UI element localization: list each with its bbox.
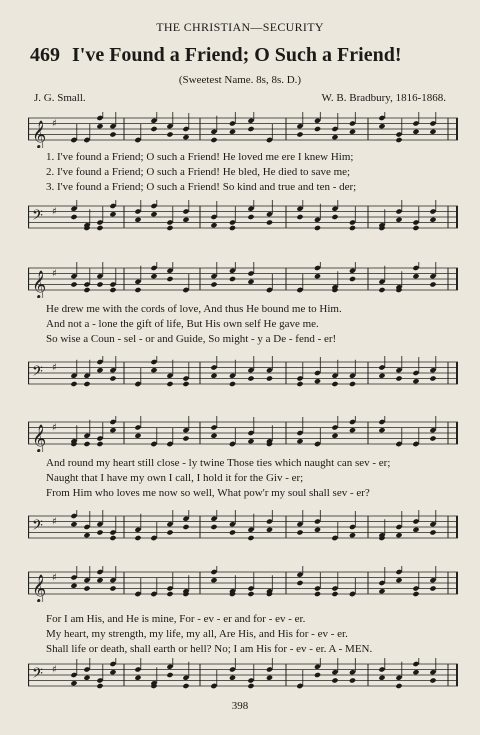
notehead <box>210 373 217 379</box>
lyrics-block <box>46 456 464 501</box>
treble-staff <box>28 112 458 148</box>
notehead <box>314 672 321 678</box>
lyric-verse-1: For I am His, and He is mine, For - ev - er and for - ev - er. <box>46 613 306 625</box>
key-signature-sharp-icon: ♯ <box>52 516 57 528</box>
notehead <box>229 529 236 535</box>
hymn-title-row <box>30 44 470 67</box>
notehead <box>314 126 321 132</box>
notehead <box>166 672 173 678</box>
notehead <box>134 217 141 223</box>
notehead <box>229 129 236 135</box>
music-system-3 <box>28 412 458 554</box>
lyric-verse-2: Naught that I have my own I call, I hold it for the Giv - er; <box>46 472 304 484</box>
notehead <box>331 677 338 683</box>
notehead <box>395 532 402 538</box>
notehead <box>134 675 141 681</box>
notehead <box>166 591 173 597</box>
lyrics-block <box>46 302 464 347</box>
lyric-verse-3: So wise a Coun - sel - or and Guide, So might - y a De - fend - er! <box>46 333 337 345</box>
notehead <box>70 281 77 287</box>
notehead <box>247 375 254 381</box>
key-signature-sharp-icon: ♯ <box>52 268 57 280</box>
bass-staff <box>28 356 458 392</box>
notehead <box>150 126 157 132</box>
notehead <box>83 287 90 293</box>
bass-clef-icon: 𝄢 <box>32 665 43 686</box>
notehead <box>395 137 402 143</box>
tune-name: (Sweetest Name. 8s, 8s. D.) <box>178 74 302 86</box>
notehead <box>109 669 116 675</box>
notehead <box>96 367 103 373</box>
notehead <box>109 211 116 217</box>
notehead <box>412 273 419 279</box>
notehead <box>70 680 77 686</box>
notehead <box>96 577 103 583</box>
lyric-verse-1: 1. I've found a Friend; O such a Friend! He loved me ere I knew Him; <box>46 151 354 163</box>
notehead <box>266 375 273 381</box>
notehead <box>429 585 436 591</box>
notehead <box>429 375 436 381</box>
notehead <box>412 225 419 231</box>
notehead <box>70 583 77 589</box>
notehead <box>166 131 173 137</box>
notehead <box>296 214 303 220</box>
notehead <box>182 134 189 140</box>
lyric-verse-3: 3. I've found a Friend; O such a Friend! So kind and true and ten - der; <box>46 181 357 193</box>
notehead <box>83 441 90 447</box>
page-number: 398 <box>231 700 249 712</box>
notehead <box>314 378 321 384</box>
lyricist: J. G. Small. <box>34 92 86 104</box>
notehead <box>412 129 419 135</box>
notehead <box>109 535 116 541</box>
notehead <box>349 276 356 282</box>
bass-clef-icon: 𝄢 <box>32 517 43 538</box>
notehead <box>412 527 419 533</box>
notehead <box>134 535 141 541</box>
notehead <box>314 527 321 533</box>
bass-clef-icon: 𝄢 <box>32 207 43 228</box>
notehead <box>412 669 419 675</box>
notehead <box>378 287 385 293</box>
notehead <box>134 287 141 293</box>
bass-clef-icon: 𝄢 <box>32 363 43 384</box>
notehead <box>349 532 356 538</box>
notehead <box>296 529 303 535</box>
music-system-1 <box>28 108 458 248</box>
notehead <box>166 276 173 282</box>
lyric-verse-2: 2. I've found a Friend; O such a Friend! He bled, He died to save me; <box>46 166 351 178</box>
notehead <box>266 527 273 533</box>
notehead <box>378 427 385 433</box>
notehead <box>83 532 90 538</box>
key-signature-sharp-icon: ♯ <box>52 664 57 676</box>
hymn-title: I've Found a Friend; O Such a Friend! <box>72 44 402 66</box>
notehead <box>229 225 236 231</box>
notehead <box>296 438 303 444</box>
notehead <box>210 281 217 287</box>
notehead <box>314 273 321 279</box>
notehead <box>412 378 419 384</box>
notehead <box>109 375 116 381</box>
treble-clef-icon: 𝄞 <box>32 424 47 452</box>
key-signature-sharp-icon: ♯ <box>52 362 57 374</box>
notehead <box>247 591 254 597</box>
section-header: THE CHRISTIAN—SECURITY <box>156 20 324 34</box>
notehead <box>229 276 236 282</box>
notehead <box>166 529 173 535</box>
notehead <box>429 435 436 441</box>
lyric-verse-1: He drew me with the cords of love, And thus He bound me to Him. <box>46 303 342 315</box>
notehead <box>182 435 189 441</box>
notehead <box>150 367 157 373</box>
notehead <box>331 214 338 220</box>
notehead <box>96 441 103 447</box>
notehead <box>96 281 103 287</box>
notehead <box>412 591 419 597</box>
hymn-number: 469 <box>30 44 60 66</box>
lyric-verse-1: And round my heart still close - ly twine Those ties which naught can sev - er; <box>46 457 391 469</box>
notehead <box>210 577 217 583</box>
notehead <box>349 677 356 683</box>
notehead <box>378 588 385 594</box>
notehead <box>429 217 436 223</box>
bass-staff <box>28 200 458 236</box>
notehead <box>429 281 436 287</box>
notehead <box>378 123 385 129</box>
lyrics-block <box>46 150 464 195</box>
notehead <box>229 675 236 681</box>
treble-staff <box>28 262 458 298</box>
notehead <box>247 279 254 285</box>
bass-staff <box>28 510 458 546</box>
notehead <box>83 675 90 681</box>
lyrics-block <box>46 612 464 657</box>
notehead <box>109 585 116 591</box>
notehead <box>150 211 157 217</box>
notehead <box>96 123 103 129</box>
notehead <box>83 585 90 591</box>
treble-staff <box>28 416 458 452</box>
notehead <box>378 675 385 681</box>
notehead <box>182 524 189 530</box>
notehead <box>109 287 116 293</box>
notehead <box>70 381 77 387</box>
key-signature-sharp-icon: ♯ <box>52 206 57 218</box>
notehead <box>83 381 90 387</box>
notehead <box>429 129 436 135</box>
notehead <box>395 577 402 583</box>
notehead <box>331 591 338 597</box>
bass-staff <box>28 658 458 694</box>
notehead <box>349 427 356 433</box>
notehead <box>331 433 338 439</box>
notehead <box>429 677 436 683</box>
notehead <box>247 535 254 541</box>
notehead <box>182 381 189 387</box>
treble-clef-icon: 𝄞 <box>32 270 47 298</box>
lyric-verse-3: Shall life or death, shall earth or hell? No; I am His for - ev - er. A - MEN. <box>46 643 373 655</box>
notehead <box>166 225 173 231</box>
notehead <box>349 225 356 231</box>
music-system-2 <box>28 258 458 400</box>
lyric-verse-2: My heart, my strength, my life, my all, Are His, and His for - ev - er. <box>46 628 348 640</box>
key-signature-sharp-icon: ♯ <box>52 118 57 130</box>
notehead <box>210 524 217 530</box>
notehead <box>182 683 189 689</box>
notehead <box>96 225 103 231</box>
key-signature-sharp-icon: ♯ <box>52 572 57 584</box>
notehead <box>314 225 321 231</box>
notehead <box>266 675 273 681</box>
notehead <box>109 427 116 433</box>
notehead <box>395 683 402 689</box>
notehead <box>210 222 217 228</box>
notehead <box>210 433 217 439</box>
notehead <box>247 126 254 132</box>
notehead <box>296 131 303 137</box>
notehead <box>296 381 303 387</box>
notehead <box>229 381 236 387</box>
notehead <box>395 217 402 223</box>
notehead <box>378 373 385 379</box>
notehead <box>247 683 254 689</box>
notehead <box>247 214 254 220</box>
notehead <box>395 375 402 381</box>
notehead <box>247 438 254 444</box>
notehead <box>70 521 77 527</box>
lyric-verse-2: And not a - lone the gift of life, But His own self He gave me. <box>46 318 319 330</box>
notehead <box>429 529 436 535</box>
music-system-4 <box>28 562 458 698</box>
notehead <box>314 591 321 597</box>
notehead <box>134 433 141 439</box>
notehead <box>349 129 356 135</box>
notehead <box>331 381 338 387</box>
composer: W. B. Bradbury, 1816-1868. <box>321 92 446 104</box>
notehead <box>96 529 103 535</box>
treble-clef-icon: 𝄞 <box>32 574 47 602</box>
treble-clef-icon: 𝄞 <box>32 120 47 148</box>
key-signature-sharp-icon: ♯ <box>52 422 57 434</box>
notehead <box>150 273 157 279</box>
notehead <box>70 214 77 220</box>
notehead <box>109 131 116 137</box>
notehead <box>349 381 356 387</box>
notehead <box>96 683 103 689</box>
lyric-verse-3: From Him who loves me now so well, What pow'r my soul shall sev - er? <box>46 487 370 499</box>
treble-staff <box>28 566 458 602</box>
notehead <box>296 580 303 586</box>
notehead <box>166 381 173 387</box>
notehead <box>266 219 273 225</box>
notehead <box>182 217 189 223</box>
notehead <box>210 137 217 143</box>
notehead <box>331 134 338 140</box>
